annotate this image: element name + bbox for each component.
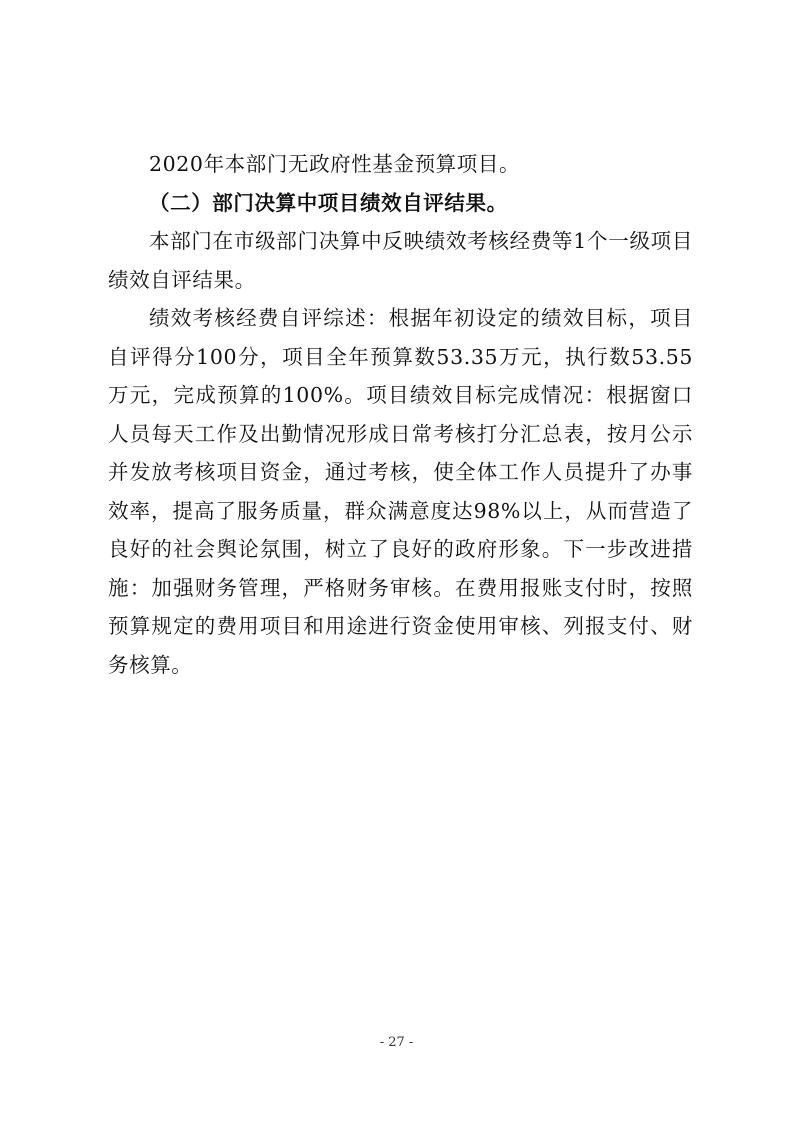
paragraph-evaluation-detail: 绩效考核经费自评综述：根据年初设定的绩效目标，项目自评得分100分，项目全年预算数53.35万元，执行数53.55万元，完成预算的100%。项目绩效目标完成情况：根据窗口人员每天工作及出勤情况形成日常考核打分汇总表，按月公示并发放考核项目资金，通过考核，使全体工作人员提升了办事效率，提高了服务质量，群众满意度达98%以上，从而营造了良好的社会舆论氛围，树立了良好的政府形象。下一步改进措施：加强财务管理，严格财务审核。在费用报账支付时，按照预算规定的费用项目和用途进行资金使用审核、列报支付、财务核算。 <box>108 306 693 677</box>
paragraph-evaluation-summary: 本部门在市级部门决算中反映绩效考核经费等1个一级项目绩效自评结果。 <box>108 229 693 292</box>
section-heading: （二）部门决算中项目绩效自评结果。 <box>149 190 508 215</box>
page-number: - 27 - <box>379 1035 414 1050</box>
body-text <box>108 145 693 684</box>
paragraph-fund-statement: 2020年本部门无政府性基金预算项目。 <box>149 152 521 176</box>
